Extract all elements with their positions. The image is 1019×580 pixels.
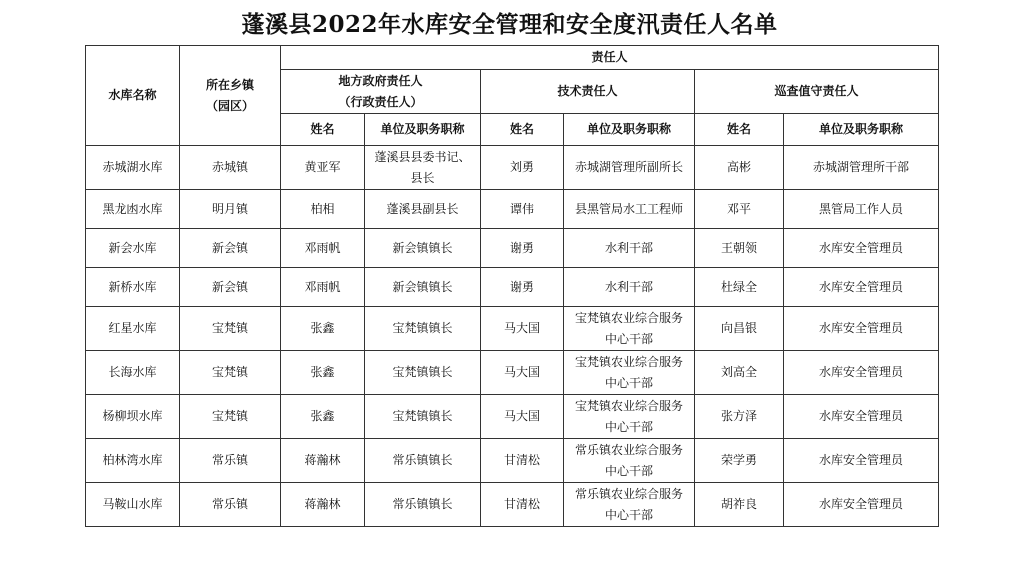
gov-name-cell-line: 张鑫 — [310, 321, 335, 335]
tech-name-cell — [481, 439, 564, 483]
reservoir-cell — [86, 307, 180, 351]
header-gov-position: 单位及职务职称 — [365, 114, 481, 146]
reservoir-cell-line: 新会水库 — [108, 240, 157, 255]
reservoir-cell-line: 赤城湖水库 — [102, 160, 163, 174]
table-row — [86, 229, 939, 268]
tech-position-cell-line: 宝梵镇农业综合服务 — [574, 310, 683, 325]
tech-name-cell-line: 甘清松 — [503, 453, 540, 467]
patrol-name-cell — [695, 229, 784, 268]
patrol-name-cell — [695, 307, 784, 351]
patrol-name-cell — [695, 268, 784, 307]
tech-name-cell — [481, 146, 564, 190]
tech-name-cell-line: 马大国 — [503, 321, 540, 335]
header-row-1 — [86, 46, 939, 70]
patrol-name-cell — [695, 146, 784, 190]
gov-position-cell — [365, 229, 481, 268]
patrol-position-cell — [784, 146, 939, 190]
tech-name-cell-line: 谢勇 — [509, 240, 534, 255]
tech-name-cell — [481, 395, 564, 439]
gov-name-cell-line: 黄亚军 — [304, 160, 341, 174]
patrol-position-cell-line: 水库安全管理员 — [819, 321, 904, 335]
header-gov-line2: （行政责任人） — [338, 94, 423, 109]
reservoir-cell-line: 长海水库 — [108, 365, 157, 379]
tech-position-cell-line: 水利干部 — [604, 240, 653, 255]
document-title: 蓬溪县2022年水库安全管理和安全度汛责任人名单 — [241, 11, 778, 38]
patrol-name-cell-line: 胡祚良 — [720, 497, 757, 511]
town-cell — [180, 395, 281, 439]
tech-name-cell — [481, 268, 564, 307]
tech-position-cell-line: 赤城湖管理所副所长 — [574, 160, 683, 174]
patrol-position-cell — [784, 351, 939, 395]
tech-position-cell-line: 宝梵镇农业综合服务 — [574, 354, 683, 369]
patrol-name-cell — [695, 190, 784, 229]
tech-name-cell — [481, 190, 564, 229]
header-patrol: 巡查值守责任人 — [695, 70, 939, 114]
gov-name-cell — [281, 439, 365, 483]
gov-position-cell — [365, 268, 481, 307]
header-tech-name: 姓名 — [481, 114, 564, 146]
gov-name-cell — [281, 351, 365, 395]
gov-position-cell — [365, 483, 481, 527]
town-cell — [180, 190, 281, 229]
tech-position-cell-line: 常乐镇农业综合服务 — [574, 486, 683, 501]
patrol-position-cell-line: 黑管局工作人员 — [819, 201, 904, 216]
tech-position-cell — [564, 483, 695, 527]
town-cell-line: 宝梵镇 — [211, 409, 248, 423]
patrol-position-cell-line: 水库安全管理员 — [819, 409, 904, 423]
reservoir-cell — [86, 351, 180, 395]
tech-name-cell — [481, 307, 564, 351]
gov-name-cell — [281, 268, 365, 307]
header-town — [180, 46, 281, 146]
table-row — [86, 307, 939, 351]
town-cell-line: 新会镇 — [211, 240, 248, 255]
gov-position-cell-line: 蓬溪县副县长 — [386, 201, 459, 216]
tech-name-cell-line: 谭伟 — [509, 201, 534, 216]
header-gov — [281, 70, 481, 114]
table-row — [86, 483, 939, 527]
table-row — [86, 146, 939, 190]
patrol-position-cell — [784, 395, 939, 439]
reservoir-cell — [86, 395, 180, 439]
patrol-name-cell-line: 王朝领 — [720, 240, 757, 255]
patrol-position-cell — [784, 268, 939, 307]
table-row — [86, 351, 939, 395]
patrol-position-cell — [784, 190, 939, 229]
gov-position-cell-line: 常乐镇镇长 — [392, 453, 453, 467]
patrol-position-cell-line: 水库安全管理员 — [819, 497, 904, 511]
tech-position-cell-line: 常乐镇农业综合服务 — [574, 442, 683, 457]
header-tech: 技术责任人 — [481, 70, 695, 114]
patrol-position-cell — [784, 483, 939, 527]
town-cell — [180, 146, 281, 190]
patrol-position-cell-line: 水库安全管理员 — [819, 365, 904, 379]
table-row — [86, 439, 939, 483]
reservoir-cell — [86, 439, 180, 483]
tech-name-cell-line: 马大国 — [503, 409, 540, 423]
reservoir-cell-line: 马鞍山水库 — [102, 497, 163, 511]
gov-name-cell-line: 蒋瀚林 — [304, 453, 341, 467]
town-cell-line: 常乐镇 — [211, 497, 248, 511]
patrol-position-cell — [784, 439, 939, 483]
table-row — [86, 190, 939, 229]
town-cell — [180, 439, 281, 483]
header-patrol-position: 单位及职务职称 — [784, 114, 939, 146]
gov-position-cell — [365, 307, 481, 351]
gov-position-cell-line: 常乐镇镇长 — [392, 497, 453, 511]
gov-position-cell — [365, 395, 481, 439]
town-cell — [180, 268, 281, 307]
tech-position-cell-line: 县黑管局水工工程师 — [574, 201, 683, 216]
patrol-position-cell-line: 水库安全管理员 — [819, 240, 904, 255]
gov-name-cell-line: 邓雨帆 — [304, 240, 341, 255]
patrol-name-cell — [695, 351, 784, 395]
town-cell — [180, 483, 281, 527]
table-row — [86, 395, 939, 439]
gov-position-cell-line: 县长 — [410, 170, 435, 185]
gov-name-cell-line: 邓雨帆 — [304, 279, 341, 294]
tech-position-cell — [564, 307, 695, 351]
tech-position-cell — [564, 268, 695, 307]
patrol-position-cell — [784, 229, 939, 268]
tech-position-cell-line: 中心干部 — [604, 419, 653, 434]
tech-name-cell-line: 甘清松 — [503, 497, 540, 511]
tech-position-cell-line: 水利干部 — [604, 279, 653, 294]
reservoir-cell — [86, 483, 180, 527]
gov-position-cell-line: 宝梵镇镇长 — [392, 365, 453, 379]
reservoir-cell — [86, 190, 180, 229]
header-patrol-name: 姓名 — [695, 114, 784, 146]
patrol-name-cell-line: 向昌银 — [720, 321, 757, 335]
town-cell — [180, 229, 281, 268]
table-row — [86, 268, 939, 307]
patrol-name-cell-line: 邓平 — [726, 201, 751, 216]
tech-name-cell — [481, 483, 564, 527]
patrol-name-cell-line: 高彬 — [726, 160, 751, 174]
tech-position-cell-line: 中心干部 — [604, 463, 653, 478]
gov-position-cell-line: 蓬溪县县委书记、 — [374, 149, 471, 164]
reservoir-cell — [86, 268, 180, 307]
town-cell-line: 赤城镇 — [211, 160, 248, 174]
gov-name-cell-line: 张鑫 — [310, 409, 335, 423]
tech-position-cell — [564, 229, 695, 268]
patrol-name-cell-line: 刘高全 — [720, 365, 757, 379]
header-tech-position: 单位及职务职称 — [564, 114, 695, 146]
gov-name-cell-line: 蒋瀚林 — [304, 497, 341, 511]
header-gov-line1: 地方政府责任人 — [338, 73, 423, 88]
town-cell-line: 新会镇 — [211, 279, 248, 294]
header-gov-name: 姓名 — [281, 114, 365, 146]
tech-position-cell-line: 中心干部 — [604, 507, 653, 522]
tech-position-cell-line: 中心干部 — [604, 375, 653, 390]
patrol-name-cell — [695, 439, 784, 483]
gov-name-cell-line: 张鑫 — [310, 365, 335, 379]
town-cell-line: 宝梵镇 — [211, 321, 248, 335]
town-cell-line: 常乐镇 — [211, 453, 248, 467]
tech-name-cell — [481, 229, 564, 268]
gov-name-cell-line: 柏相 — [310, 201, 335, 216]
tech-position-cell — [564, 439, 695, 483]
tech-name-cell-line: 刘勇 — [509, 160, 534, 174]
reservoir-cell-line: 柏林湾水库 — [102, 453, 163, 467]
gov-position-cell — [365, 190, 481, 229]
gov-position-cell-line: 宝梵镇镇长 — [392, 409, 453, 423]
gov-position-cell — [365, 351, 481, 395]
reservoir-cell-line: 红星水库 — [108, 321, 157, 335]
tech-name-cell-line: 马大国 — [503, 365, 540, 379]
table-body — [86, 146, 939, 527]
tech-position-cell-line: 宝梵镇农业综合服务 — [574, 398, 683, 413]
patrol-name-cell-line: 荣学勇 — [720, 453, 757, 467]
reservoir-cell-line: 新桥水库 — [108, 279, 157, 294]
tech-position-cell-line: 中心干部 — [604, 331, 653, 346]
tech-position-cell — [564, 351, 695, 395]
gov-name-cell — [281, 146, 365, 190]
town-cell-line: 明月镇 — [211, 201, 248, 216]
gov-position-cell-line: 新会镇镇长 — [392, 240, 453, 255]
gov-name-cell — [281, 483, 365, 527]
tech-position-cell — [564, 395, 695, 439]
reservoir-cell-line: 黑龙凼水库 — [102, 201, 163, 216]
patrol-name-cell — [695, 483, 784, 527]
patrol-position-cell — [784, 307, 939, 351]
header-town-line1: 所在乡镇 — [205, 77, 254, 92]
header-responsible: 责任人 — [281, 46, 939, 70]
town-cell — [180, 307, 281, 351]
header-town-line2: （园区） — [205, 98, 254, 113]
reservoir-cell — [86, 146, 180, 190]
tech-name-cell — [481, 351, 564, 395]
town-cell — [180, 351, 281, 395]
tech-position-cell — [564, 146, 695, 190]
gov-name-cell — [281, 307, 365, 351]
patrol-position-cell-line: 赤城湖管理所干部 — [813, 160, 910, 174]
patrol-position-cell-line: 水库安全管理员 — [819, 453, 904, 467]
patrol-name-cell-line: 杜绿全 — [720, 279, 757, 294]
gov-position-cell-line: 宝梵镇镇长 — [392, 321, 453, 335]
tech-position-cell — [564, 190, 695, 229]
patrol-name-cell — [695, 395, 784, 439]
reservoir-cell-line: 杨柳坝水库 — [102, 409, 163, 423]
tech-name-cell-line: 谢勇 — [509, 279, 534, 294]
reservoir-cell — [86, 229, 180, 268]
gov-name-cell — [281, 190, 365, 229]
patrol-name-cell-line: 张方泽 — [720, 409, 757, 423]
responsibility-table — [85, 45, 939, 527]
gov-name-cell — [281, 229, 365, 268]
gov-name-cell — [281, 395, 365, 439]
gov-position-cell — [365, 146, 481, 190]
header-reservoir: 水库名称 — [86, 46, 180, 146]
town-cell-line: 宝梵镇 — [211, 365, 248, 379]
gov-position-cell — [365, 439, 481, 483]
patrol-position-cell-line: 水库安全管理员 — [819, 279, 904, 294]
gov-position-cell-line: 新会镇镇长 — [392, 279, 453, 294]
